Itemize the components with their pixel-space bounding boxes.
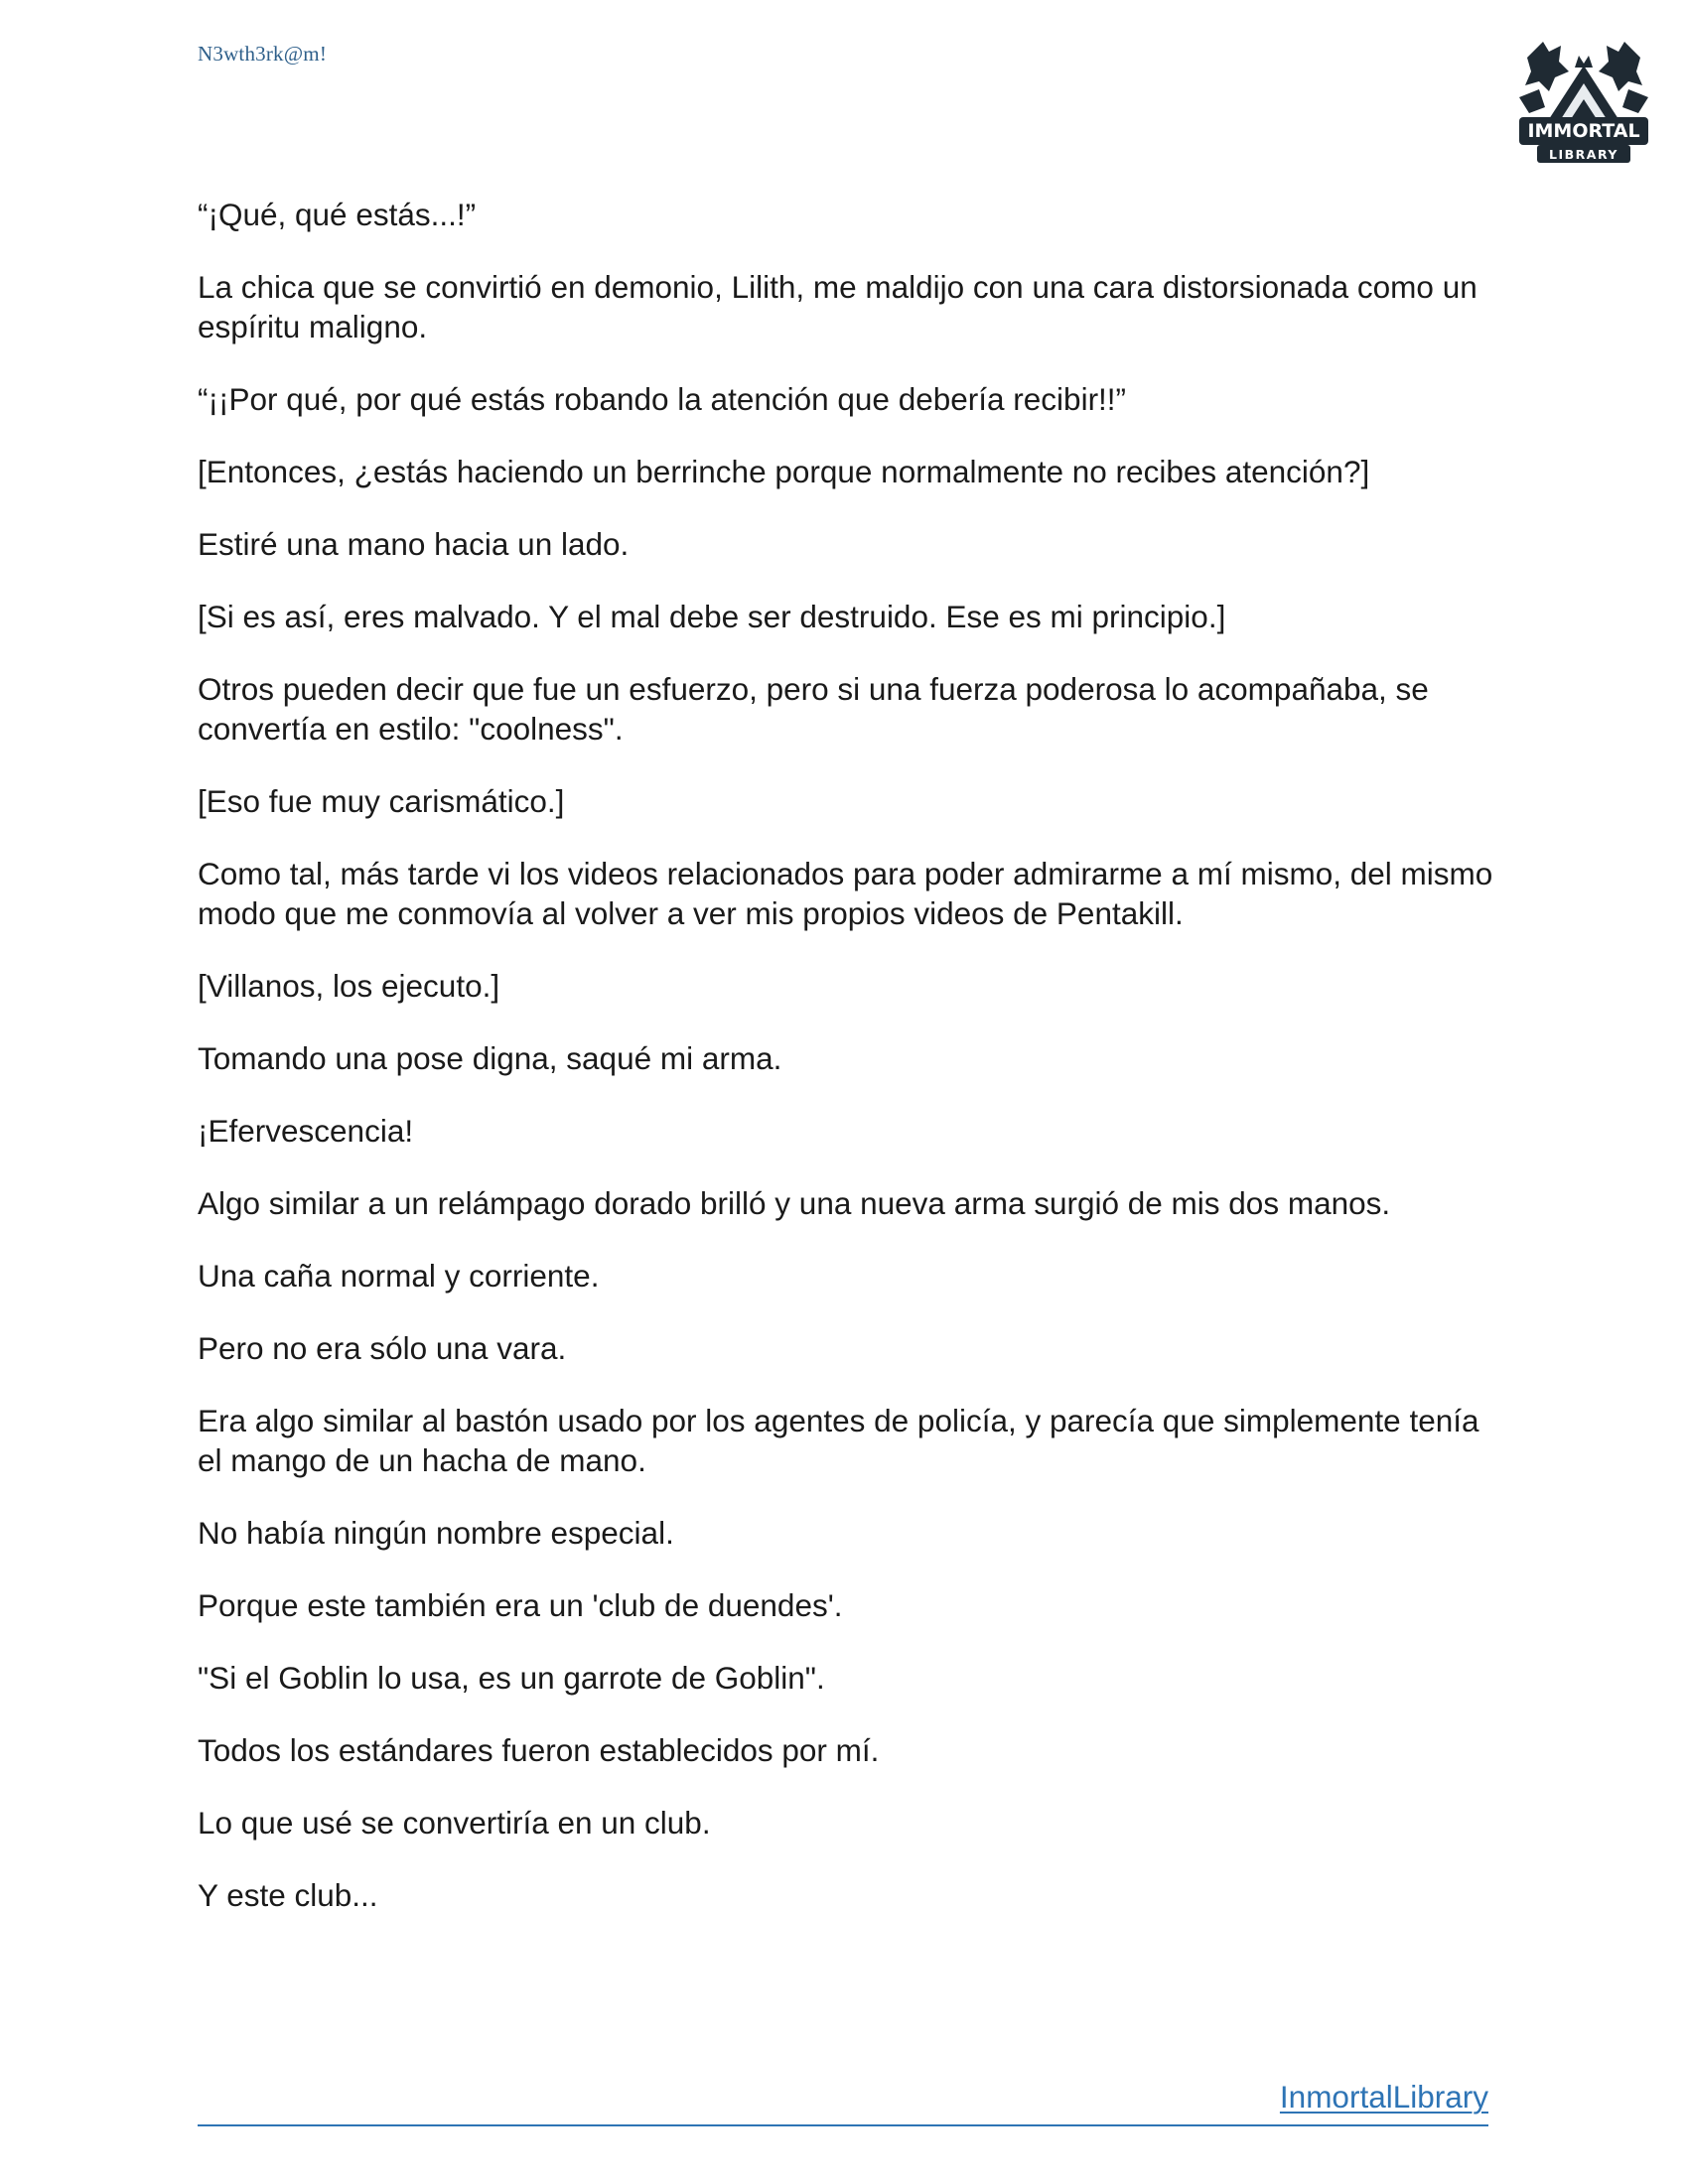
paragraph: Lo que usé se convertiría en un club.: [198, 1805, 711, 1841]
paragraph: Otros pueden decir que fue un esfuerzo, pero si una fuerza poderosa lo acompañaba, se convertía en estilo: "coolness".: [198, 671, 1429, 747]
paragraph: “¡¡Por qué, por qué estás robando la atención que debería recibir!!”: [198, 381, 1127, 417]
paragraph: Una caña normal y corriente.: [198, 1258, 600, 1294]
immortal-library-logo: [1509, 28, 1658, 177]
paragraph: Como tal, más tarde vi los videos relacionados para poder admirarme a mí mismo, del mismo modo que me conmovía al volver a ver mis propios videos de Pentakill.: [198, 856, 1493, 931]
paragraph: “¡Qué, qué estás...!”: [198, 197, 477, 232]
paragraph: Tomando una pose digna, saqué mi arma.: [198, 1040, 782, 1076]
document-body: [198, 195, 1508, 1948]
paragraph: La chica que se convirtió en demonio, Lilith, me maldijo con una cara distorsionada como un espíritu maligno.: [198, 269, 1477, 344]
paragraph: [Eso fue muy carismático.]: [198, 783, 565, 819]
paragraph: ¡Efervescencia!: [198, 1113, 414, 1149]
logo-line1: IMMORTAL: [1527, 120, 1640, 142]
paragraph: Porque este también era un 'club de duendes'.: [198, 1587, 843, 1623]
paragraph: Algo similar a un relámpago dorado brilló y una nueva arma surgió de mis dos manos.: [198, 1185, 1391, 1221]
paragraph: Pero no era sólo una vara.: [198, 1330, 567, 1366]
paragraph: [Villanos, los ejecuto.]: [198, 968, 500, 1004]
paragraph: Era algo similar al bastón usado por los agentes de policía, y parecía que simplemente tenía el mango de un hacha de mano.: [198, 1403, 1479, 1478]
paragraph: "Si el Goblin lo usa, es un garrote de Goblin".: [198, 1660, 825, 1696]
footer: [198, 2077, 1488, 2126]
header-tag: N3wth3rk@m!: [198, 42, 328, 66]
logo-line2: LIBRARY: [1549, 147, 1618, 162]
paragraph: [Si es así, eres malvado. Y el mal debe ser destruido. Ese es mi principio.]: [198, 599, 1226, 634]
paragraph: Y este club...: [198, 1877, 378, 1913]
footer-link[interactable]: InmortalLibrary: [1279, 2079, 1488, 2115]
paragraph: [Entonces, ¿estás haciendo un berrinche porque normalmente no recibes atención?]: [198, 454, 1370, 489]
paragraph: Estiré una mano hacia un lado.: [198, 526, 630, 562]
paragraph: No había ningún nombre especial.: [198, 1515, 674, 1551]
paragraph: Todos los estándares fueron establecidos por mí.: [198, 1732, 880, 1768]
